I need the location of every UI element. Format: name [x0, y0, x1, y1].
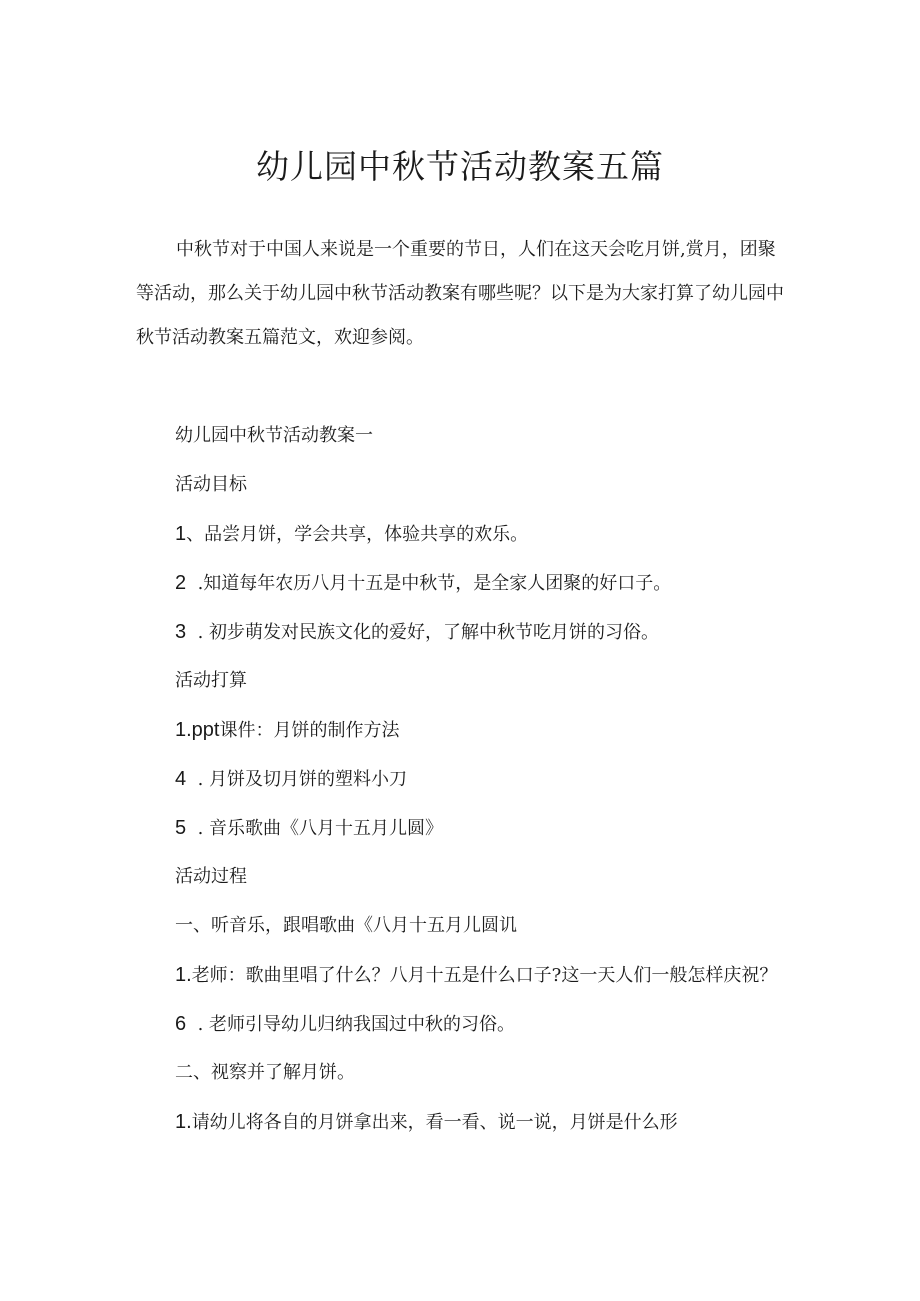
section-heading-goals	[175, 470, 247, 500]
list-item	[175, 617, 659, 648]
list-item	[175, 568, 671, 599]
section-heading-preparation	[175, 666, 247, 696]
line-number: 6	[175, 1013, 187, 1035]
line-text: 二、视察并了解月饼。	[175, 1062, 355, 1083]
list-item	[175, 764, 407, 795]
line-text: . 初步萌发对民族文化的爱好，了解中秋节吃月饼的习俗。	[186, 622, 660, 643]
list-item	[175, 911, 517, 941]
intro-paragraph: 中秋节对于中国人来说是一个重要的节日，人们在这天会吃月饼,赏月，团聚等活动，那么关于幼儿园中秋节活动教案有哪些呢？以下是为大家打算了幼儿园中秋节活动教案五篇范文，欢迎参阅。	[136, 239, 784, 348]
line-text: .知道每年农历八月十五是中秋节，是全家人团聚的好口子。	[186, 573, 672, 594]
list-item	[175, 715, 399, 746]
line-text: 活动目标	[175, 474, 247, 495]
list-item	[175, 1058, 355, 1088]
line-text: 课件：月饼的制作方法	[219, 720, 400, 741]
section-heading-process	[175, 862, 247, 892]
list-item	[175, 1009, 515, 1040]
line-text: . 音乐歌曲《八月十五月儿圆》	[186, 818, 444, 839]
line-text: 一、听音乐，跟唱歌曲《八月十五月儿圆讥	[175, 915, 517, 936]
list-item	[175, 519, 528, 550]
line-number: 5	[175, 817, 187, 839]
line-number: 4	[175, 768, 187, 790]
list-item	[175, 813, 443, 844]
line-text: . 月饼及切月饼的塑料小刀	[186, 769, 408, 790]
section-heading-plan-one	[175, 421, 373, 451]
line-number: 3	[175, 621, 187, 643]
line-number: 1.	[175, 964, 192, 986]
line-text: 幼儿园中秋节活动教案一	[175, 425, 373, 446]
line-text: 活动过程	[175, 866, 247, 887]
list-item	[175, 1107, 678, 1138]
list-item	[175, 960, 777, 991]
line-text: 、品尝月饼，学会共享，体验共享的欢乐。	[186, 524, 529, 545]
line-text: 请幼儿将各自的月饼拿出来，看一看、说一说，月饼是什么形	[191, 1112, 678, 1133]
line-text: 老师：歌曲里唱了什么？八月十五是什么口子?这一天人们一般怎样庆祝？	[191, 965, 778, 986]
page-title: 幼儿园中秋节活动教案五篇	[256, 147, 664, 186]
line-number: 1.ppt	[175, 719, 220, 741]
line-number: 1	[175, 523, 187, 545]
line-number: 1.	[175, 1111, 192, 1133]
line-text: . 老师引导幼儿归纳我国过中秋的习俗。	[186, 1014, 516, 1035]
line-text: 活动打算	[175, 670, 247, 691]
line-number: 2	[175, 572, 187, 594]
